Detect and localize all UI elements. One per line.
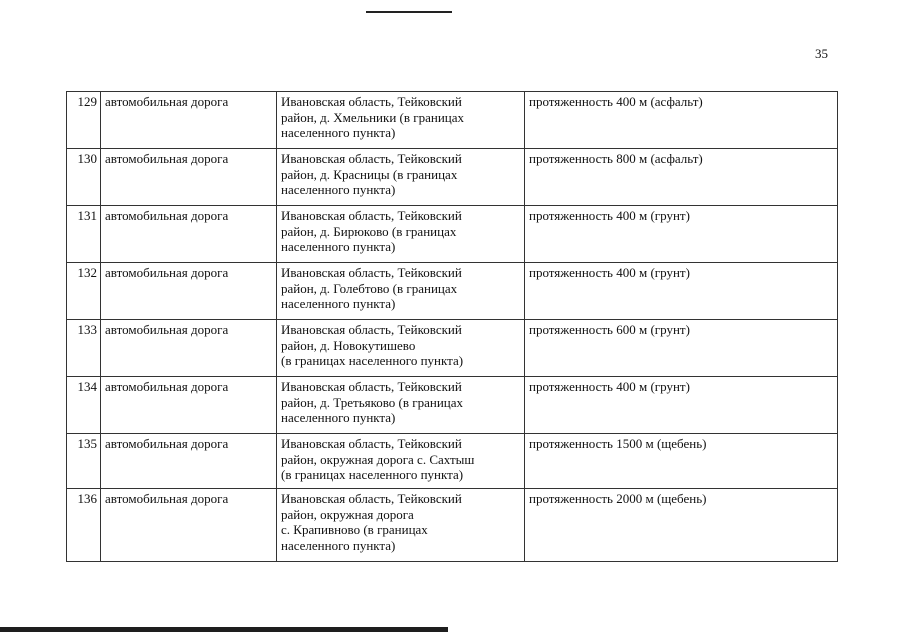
table-row (67, 377, 838, 434)
table-row (67, 206, 838, 263)
row-number: 132 (67, 263, 101, 320)
table-row (67, 92, 838, 149)
roads-table (66, 91, 838, 562)
row-number: 134 (67, 377, 101, 434)
object-location: Ивановская область, Тейковский район, д. Бирюково (в границах населенного пункта) (277, 206, 525, 263)
object-location: Ивановская область, Тейковский район, д. Красницы (в границах населенного пункта) (277, 149, 525, 206)
object-location: Ивановская область, Тейковский район, д. Новокутишево (в границах населенного пункта) (277, 320, 525, 377)
object-name: автомобильная дорога (101, 92, 277, 149)
table-row (67, 320, 838, 377)
object-location: Ивановская область, Тейковский район, д. Третьяково (в границах населенного пункта) (277, 377, 525, 434)
table-row (67, 149, 838, 206)
object-name: автомобильная дорога (101, 377, 277, 434)
object-name: автомобильная дорога (101, 320, 277, 377)
row-number: 133 (67, 320, 101, 377)
object-location: Ивановская область, Тейковский район, окружная дорога с. Крапивново (в границах населенного пункта) (277, 489, 525, 562)
row-number: 131 (67, 206, 101, 263)
table-row (67, 489, 838, 562)
object-location: Ивановская область, Тейковский район, окружная дорога с. Сахтыш (в границах населенного пункта) (277, 434, 525, 489)
row-number: 136 (67, 489, 101, 562)
table-row (67, 263, 838, 320)
object-name: автомобильная дорога (101, 206, 277, 263)
object-details: протяженность 400 м (грунт) (525, 206, 838, 263)
row-number: 129 (67, 92, 101, 149)
header-rule (366, 11, 452, 13)
object-details: протяженность 1500 м (щебень) (525, 434, 838, 489)
object-details: протяженность 2000 м (щебень) (525, 489, 838, 562)
object-details: протяженность 400 м (грунт) (525, 377, 838, 434)
object-name: автомобильная дорога (101, 263, 277, 320)
table-row (67, 434, 838, 489)
page-number: 35 (815, 46, 828, 61)
object-details: протяженность 400 м (грунт) (525, 263, 838, 320)
object-name: автомобильная дорога (101, 434, 277, 489)
object-location: Ивановская область, Тейковский район, д. Хмельники (в границах населенного пункта) (277, 92, 525, 149)
object-name: автомобильная дорога (101, 149, 277, 206)
object-name: автомобильная дорога (101, 489, 277, 562)
object-details: протяженность 400 м (асфальт) (525, 92, 838, 149)
scan-edge-bar (0, 627, 448, 632)
row-number: 135 (67, 434, 101, 489)
object-location: Ивановская область, Тейковский район, д. Голебтово (в границах населенного пункта) (277, 263, 525, 320)
row-number: 130 (67, 149, 101, 206)
object-details: протяженность 600 м (грунт) (525, 320, 838, 377)
object-details: протяженность 800 м (асфальт) (525, 149, 838, 206)
